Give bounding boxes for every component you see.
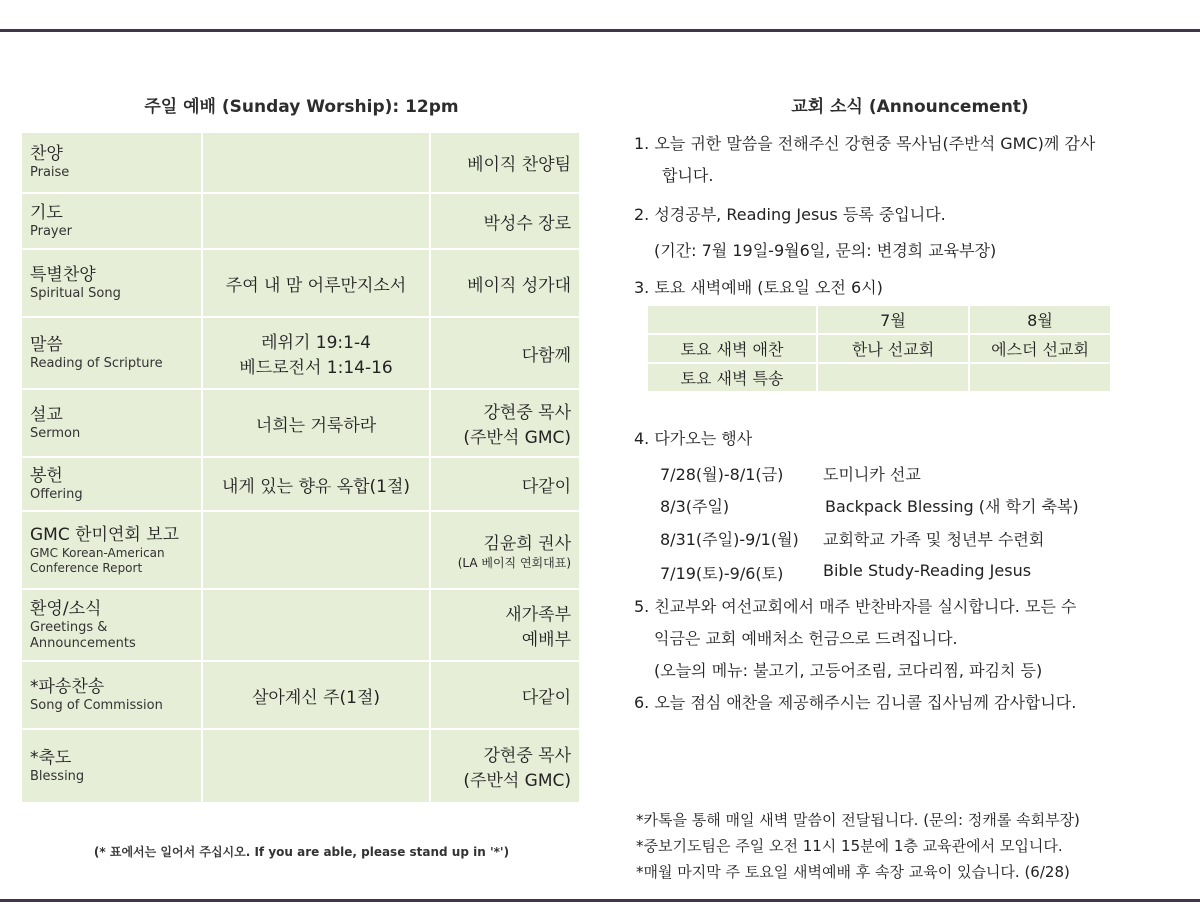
event-date: 8/31(주일)-9/1(월): [660, 530, 799, 549]
item-en: Sermon: [30, 425, 81, 441]
item-ko: 봉헌: [30, 465, 63, 486]
item-role: 박성수 장로: [431, 194, 579, 248]
item-role-line2: (주반석 GMC): [463, 428, 571, 448]
item-content: 너희는 거룩하라: [203, 390, 429, 456]
item-role: 강현중 목사: [483, 403, 571, 423]
table-row: [22, 512, 579, 588]
item-ko: 기도: [30, 202, 63, 223]
item-en-line2: Conference Report: [30, 560, 143, 575]
table-cell: 토요 새벽 특송: [648, 364, 816, 391]
announcement-5: 5. 친교부와 여선교회에서 매주 반찬바자를 실시합니다. 모든 수: [634, 597, 1077, 616]
event-date: 7/28(월)-8/1(금): [660, 465, 784, 484]
item-ko: 특별찬양: [30, 264, 96, 285]
item-ko: 설교: [30, 404, 63, 425]
item-role: 베이직 성가대: [431, 250, 579, 316]
top-divider: [0, 29, 1200, 32]
table-row: [22, 458, 579, 510]
table-cell: 한나 선교회: [818, 335, 968, 362]
announcement-2-detail: (기간: 7월 19일-9월6일, 문의: 변경희 교육부장): [654, 241, 997, 260]
saturday-schedule-table: [646, 304, 1112, 393]
event-date: 8/3(주일): [660, 497, 730, 516]
item-content: [203, 194, 429, 248]
table-cell: [970, 364, 1110, 391]
item-content: [203, 512, 429, 588]
item-role: 베이직 찬양팀: [431, 133, 579, 192]
item-role-line2: (주반석 GMC): [463, 771, 571, 791]
item-role: 김윤희 권사: [483, 534, 571, 554]
item-en: Song of Commission: [30, 697, 163, 713]
item-content-line2: 베드로전서 1:14-16: [239, 358, 393, 378]
item-content: 주여 내 맘 어루만지소서: [203, 250, 429, 316]
table-header: 8월: [970, 306, 1110, 333]
table-row: [648, 364, 1110, 391]
event-name: Bible Study-Reading Jesus: [823, 561, 1032, 580]
announcement-3: 3. 토요 새벽예배 (토요일 오전 6시): [634, 278, 883, 297]
table-cell: [818, 364, 968, 391]
item-content: 레위기 19:1-4: [261, 333, 371, 353]
item-en: Spiritual Song: [30, 285, 121, 301]
table-row: [22, 250, 579, 316]
item-role: 다함께: [431, 318, 579, 388]
table-row: [22, 590, 579, 660]
table-row: [22, 390, 579, 456]
table-row: [22, 194, 579, 248]
table-row: [22, 730, 579, 802]
item-en: Greetings &: [30, 619, 108, 635]
table-header: 7월: [818, 306, 968, 333]
table-row: [22, 318, 579, 388]
item-en: Prayer: [30, 223, 72, 239]
note-line: *카톡을 통해 매일 새벽 말씀이 전달됩니다. (문의: 정캐롤 속회부장): [636, 811, 1080, 829]
worship-title: 주일 예배 (Sunday Worship): 12pm: [144, 97, 459, 117]
bottom-divider: [0, 899, 1200, 902]
event-name: 도미니카 선교: [823, 465, 921, 484]
announcement-5-cont: 익금은 교회 예배처소 헌금으로 드려집니다.: [654, 629, 958, 648]
stand-footnote: (* 표에서는 일어서 주십시오. If you are able, please stand up in '*'): [93, 845, 510, 859]
item-en: Blessing: [30, 768, 85, 784]
event-name: 교회학교 가족 및 청년부 수련회: [823, 530, 1045, 549]
announcement-2: 2. 성경공부, Reading Jesus 등록 중입니다.: [634, 205, 946, 224]
event-date: 7/19(토)-9/6(토): [660, 564, 784, 583]
item-role-line2: 예배부: [521, 630, 571, 650]
item-ko: 환영/소식: [30, 598, 102, 619]
item-ko: 말씀: [30, 334, 63, 355]
table-row: [22, 133, 579, 192]
announcement-title: 교회 소식 (Announcement): [791, 97, 1029, 117]
table-cell: 에스더 선교회: [970, 335, 1110, 362]
item-role: 다같이: [431, 458, 579, 510]
item-en: Offering: [30, 486, 83, 502]
item-ko: 찬양: [30, 144, 63, 164]
item-content: 내게 있는 향유 옥합(1절): [203, 458, 429, 510]
announcement-6: 6. 오늘 점심 애찬을 제공해주시는 김니콜 집사님께 감사합니다.: [634, 693, 1077, 712]
table-row: [22, 662, 579, 728]
item-en-line2: Announcements: [30, 635, 136, 651]
announcement-1: 1. 오늘 귀한 말씀을 전해주신 강현중 목사님(주반석 GMC)께 감사: [634, 134, 1096, 153]
note-line: *중보기도팀은 주일 오전 11시 15분에 1층 교육관에서 모입니다.: [636, 837, 1063, 855]
item-content: [203, 133, 429, 192]
item-en: Praise: [30, 165, 70, 180]
item-role: 새가족부: [505, 605, 571, 625]
worship-order-table: [20, 131, 581, 804]
event-name: Backpack Blessing (새 학기 축복): [825, 497, 1079, 516]
table-header: [648, 306, 816, 333]
table-cell: 토요 새벽 애찬: [648, 335, 816, 362]
table-row: [648, 306, 1110, 333]
table-row: [648, 335, 1110, 362]
note-line: *매월 마지막 주 토요일 새벽예배 후 속장 교육이 있습니다. (6/28): [636, 863, 1070, 881]
item-en: GMC Korean-American: [30, 545, 165, 560]
announcement-5-menu: (오늘의 메뉴: 불고기, 고등어조림, 코다리찜, 파김치 등): [654, 661, 1043, 680]
item-role: 강현중 목사: [483, 746, 571, 766]
item-ko: *축도: [30, 747, 72, 768]
item-content: [203, 590, 429, 660]
item-content: [203, 730, 429, 802]
item-ko: *파송찬송: [30, 676, 105, 697]
announcement-1-cont: 합니다.: [662, 166, 714, 185]
item-role-line2: (LA 베이직 연회대표): [457, 556, 571, 570]
item-content: 살아계신 주(1절): [203, 662, 429, 728]
item-ko: GMC 한미연회 보고: [30, 524, 180, 545]
item-en: Reading of Scripture: [30, 355, 163, 371]
item-role: 다같이: [431, 662, 579, 728]
announcement-4: 4. 다가오는 행사: [634, 429, 753, 448]
